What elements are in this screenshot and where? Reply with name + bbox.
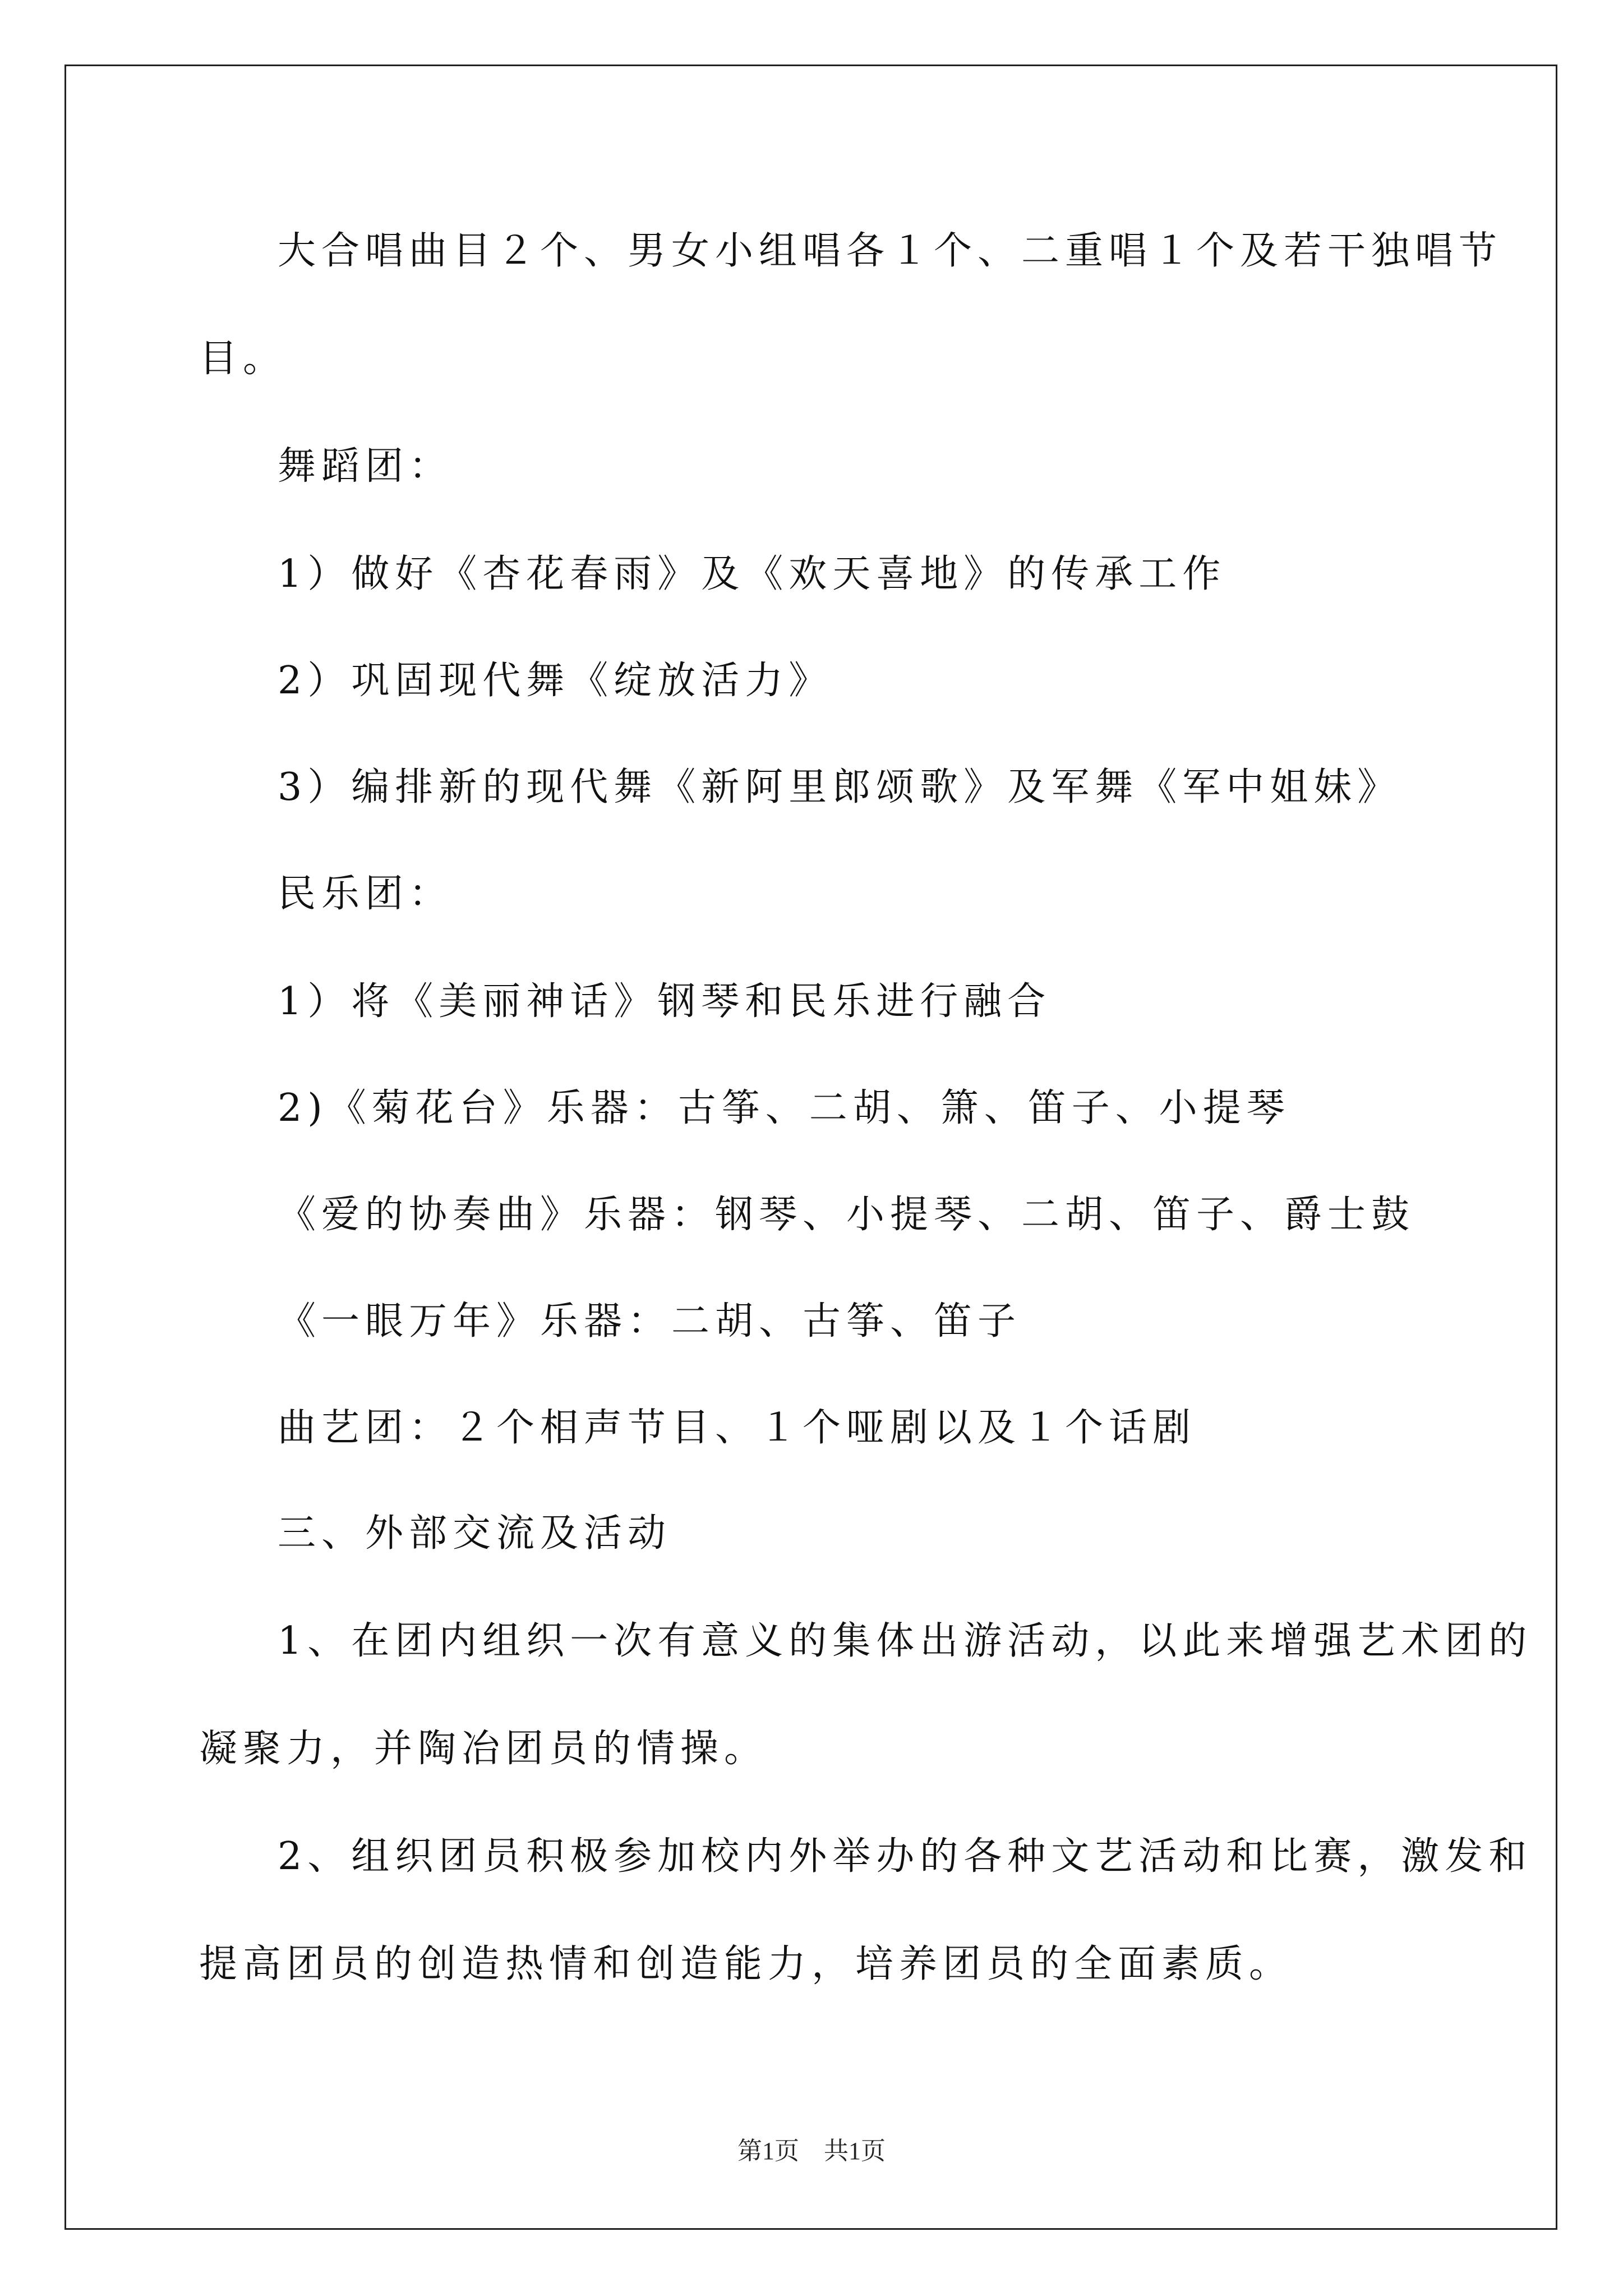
list-item: 3）编排新的现代舞《新阿里郎颂歌》及军舞《军中姐妹》 [278, 765, 1401, 809]
section-heading: 舞蹈团： [278, 444, 453, 489]
section-heading: 三、外部交流及活动 [278, 1511, 672, 1556]
page-footer: 第1页 共1页 [737, 2137, 886, 2165]
list-item: 《爱的协奏曲》乐器：钢琴、小提琴、二胡、笛子、爵士鼓 [278, 1193, 1415, 1237]
paragraph-line: 目。 [199, 337, 287, 381]
paragraph-line: 2、组织团员积极参加校内外举办的各种文艺活动和比赛，激发和 [278, 1834, 1533, 1879]
paragraph-line: 大合唱曲目２个、男女小组唱各１个、二重唱１个及若干独唱节 [278, 229, 1503, 273]
list-item: 《一眼万年》乐器：二胡、古筝、笛子 [278, 1299, 1022, 1343]
list-item: 1）将《美丽神话》钢琴和民乐进行融合 [278, 979, 1052, 1024]
list-item: 2)《菊花台》乐器：古筝、二胡、箫、笛子、小提琴 [278, 1086, 1290, 1130]
list-item: 1）做好《杏花春雨》及《欢天喜地》的传承工作 [278, 552, 1227, 596]
list-item: 2）巩固现代舞《绽放活力》 [278, 659, 833, 703]
paragraph-line: 提高团员的创造热情和创造能力，培养团员的全面素质。 [199, 1942, 1293, 1986]
page-border [64, 65, 1557, 2230]
section-heading: 民乐团： [278, 872, 453, 916]
paragraph-line: 曲艺团：２个相声节目、１个哑剧以及１个话剧 [278, 1406, 1197, 1450]
paragraph-line: 1、在团内组织一次有意义的集体出游活动，以此来增强艺术团的 [278, 1619, 1533, 1663]
paragraph-line: 凝聚力，并陶冶团员的情操。 [199, 1727, 768, 1771]
